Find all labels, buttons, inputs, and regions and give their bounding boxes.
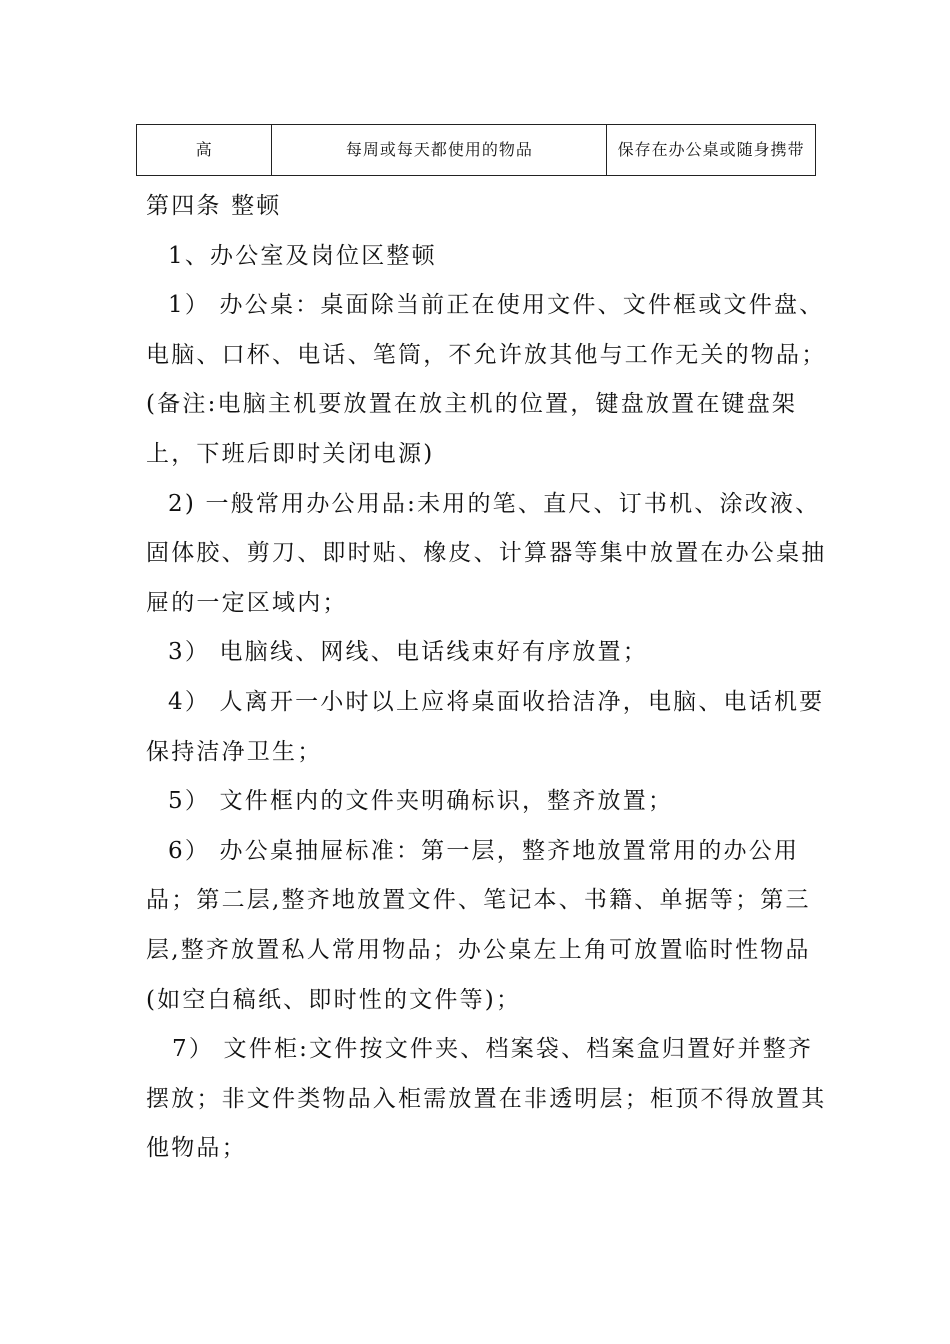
article-heading: 第四条 整顿	[146, 193, 282, 219]
category-table	[136, 124, 816, 176]
table-cell-description: 每周或每天都使用的物品	[272, 125, 607, 176]
paragraph-item-6: 6） 办公桌抽屉标准：第一层，整齐地放置常用的办公用品；第二层,整齐地放置文件、笔记本、书籍、单据等；第三层,整齐放置私人常用物品；办公桌左上角可放置临时性物品(如空白稿纸、即时性的文件等)；	[146, 837, 811, 1013]
paragraph-item-5: 5） 文件框内的文件夹明确标识，整齐放置；	[168, 788, 674, 815]
table-cell-location: 保存在办公桌或随身携带	[607, 125, 816, 176]
paragraph-item-3: 3） 电脑线、网线、电话线束好有序放置；	[168, 639, 648, 666]
paragraph-item-2: 2) 一般常用办公用品:未用的笔、直尺、订书机、涂改液、固体胶、剪刀、即时贴、橡皮、计算器等集中放置在办公桌抽屉的一定区域内；	[146, 490, 827, 616]
section-title: 1、办公室及岗位区整顿	[168, 242, 437, 269]
table-row	[137, 125, 816, 176]
table-cell-level: 高	[137, 125, 272, 176]
document-body	[146, 182, 836, 1174]
paragraph-item-1: 1） 办公桌：桌面除当前正在使用文件、文件框或文件盘、电脑、口杯、电话、笔筒，不允许放其他与工作无关的物品；(备注:电脑主机要放置在放主机的位置，键盘放置在键盘架上，下班后即时关闭电源)	[146, 292, 827, 467]
paragraph-item-7: 7） 文件柜:文件按文件夹、档案袋、档案盒归置好并整齐摆放；非文件类物品入柜需放置在非透明层；柜顶不得放置其他物品；	[146, 1036, 827, 1162]
paragraph-item-4: 4） 人离开一小时以上应将桌面收拾洁净，电脑、电话机要保持洁净卫生；	[146, 688, 825, 765]
